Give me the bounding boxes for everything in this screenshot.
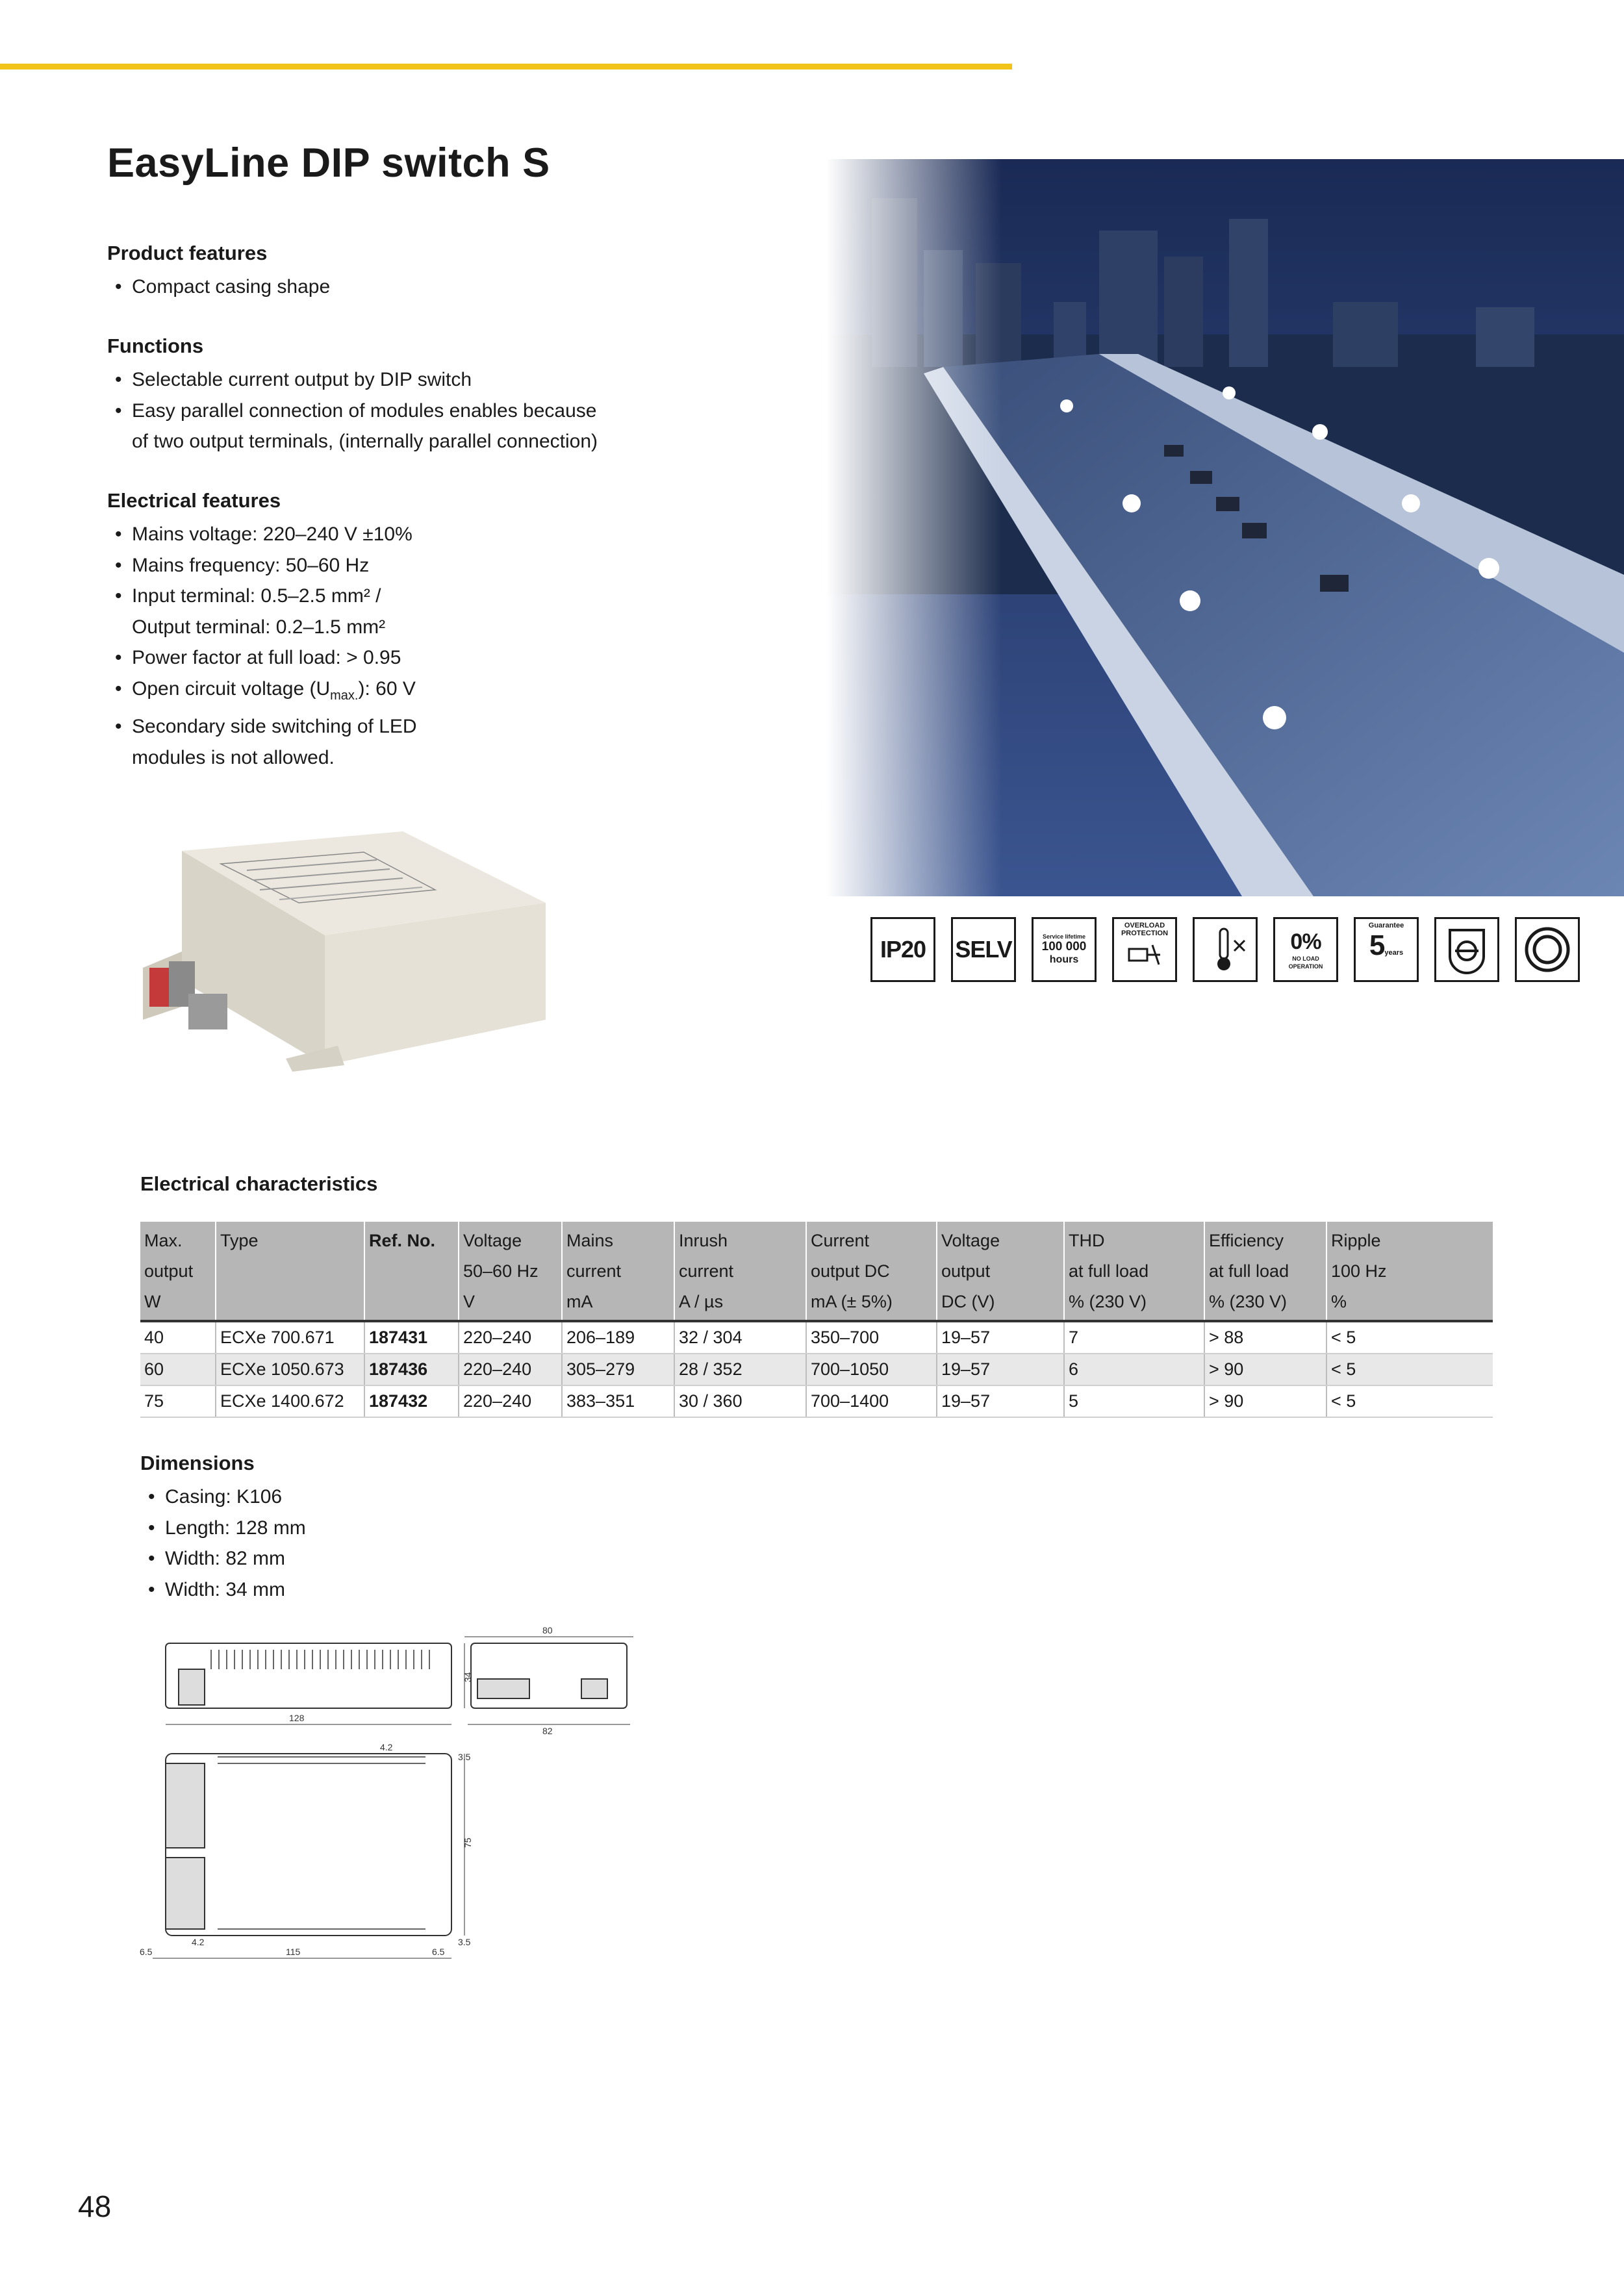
table-cell: 7	[1064, 1321, 1204, 1354]
dimension-label: 75	[463, 1837, 473, 1848]
table-cell: 220–240	[459, 1321, 562, 1354]
table-cell: 19–57	[937, 1354, 1064, 1385]
certification-badges	[870, 917, 1581, 985]
table-cell: > 90	[1204, 1354, 1326, 1385]
ip20-badge: IP20	[870, 917, 935, 982]
product-image	[130, 805, 572, 1072]
header-ref-no: Ref. No.	[364, 1222, 459, 1321]
selv-badge: SELV	[951, 917, 1016, 982]
header-efficiency: Efficiency at full load % (230 V)	[1204, 1222, 1326, 1321]
insulation-icon	[1441, 924, 1493, 976]
list-item: • Width: 34 mm	[140, 1574, 660, 1606]
dimension-label: 115	[286, 1947, 301, 1957]
length-dimension-label: 128	[289, 1713, 305, 1723]
dimension-label: 4.2	[192, 1937, 205, 1947]
side-view	[166, 1643, 464, 1724]
top-view	[153, 1754, 464, 1958]
table-cell: 220–240	[459, 1354, 562, 1385]
list-item: • Casing: K106	[140, 1482, 660, 1513]
functions-heading: Functions	[107, 334, 204, 357]
table-cell: 32 / 304	[674, 1321, 806, 1354]
list-item: • Compact casing shape	[107, 271, 627, 303]
table-cell: 30 / 360	[674, 1385, 806, 1417]
header-voltage: Voltage 50–60 Hz V	[459, 1222, 562, 1321]
table-cell: 305–279	[562, 1354, 674, 1385]
technical-drawing	[140, 1624, 646, 1974]
table-cell: 28 / 352	[674, 1354, 806, 1385]
overload-icon	[1125, 937, 1164, 970]
table-cell: 187436	[364, 1354, 459, 1385]
top-accent-bar	[0, 64, 1012, 69]
insulation-class-badge	[1434, 917, 1499, 982]
header-current-output: Current output DC mA (± 5%)	[806, 1222, 937, 1321]
dimension-label: 6.5	[140, 1947, 153, 1957]
product-features-heading: Product features	[107, 242, 268, 264]
height-dimension-label: 34	[463, 1672, 473, 1682]
list-item: • Input terminal: 0.5–2.5 mm² / Output terminal: 0.2–1.5 mm²	[107, 581, 424, 642]
table-cell: < 5	[1326, 1321, 1493, 1354]
product-features-section	[107, 242, 627, 303]
dimensions-section	[140, 1452, 660, 1605]
header-mains-current: Mains current mA	[562, 1222, 674, 1321]
night-bridge-photo	[826, 159, 1624, 896]
list-item: • Power factor at full load: > 0.95	[107, 642, 523, 674]
table-cell: 700–1400	[806, 1385, 937, 1417]
double-circle-badge	[1515, 917, 1580, 982]
table-cell: ECXe 700.671	[216, 1321, 364, 1354]
thermometer-icon	[1199, 924, 1251, 976]
end-view	[464, 1637, 633, 1724]
page-title: EasyLine DIP switch S	[107, 140, 550, 186]
table-cell: 220–240	[459, 1385, 562, 1417]
table-cell: 6	[1064, 1354, 1204, 1385]
table-header-row	[140, 1222, 1493, 1321]
dimension-label: 3.5	[458, 1752, 471, 1762]
no-load-badge: 0% NO LOAD OPERATION	[1273, 917, 1338, 982]
list-item: • Mains frequency: 50–60 Hz	[107, 550, 523, 581]
dimension-label: 3.5	[458, 1937, 471, 1947]
double-circle-icon	[1521, 924, 1573, 976]
functions-section	[107, 334, 627, 457]
table-cell: > 90	[1204, 1385, 1326, 1417]
table-cell: 5	[1064, 1385, 1204, 1417]
table-cell: 187432	[364, 1385, 459, 1417]
header-thd: THD at full load % (230 V)	[1064, 1222, 1204, 1321]
table-cell: 383–351	[562, 1385, 674, 1417]
list-item: • Width: 82 mm	[140, 1543, 660, 1574]
dimension-label: 4.2	[380, 1742, 393, 1752]
table-row	[140, 1354, 1493, 1385]
table-cell: < 5	[1326, 1354, 1493, 1385]
guarantee-badge: Guarantee 5years	[1354, 917, 1419, 982]
header-type: Type	[216, 1222, 364, 1321]
table-cell: > 88	[1204, 1321, 1326, 1354]
list-item: • Open circuit voltage $(U_{max.})$: 60 V	[107, 674, 523, 712]
table-row	[140, 1385, 1493, 1417]
table-cell: 350–700	[806, 1321, 937, 1354]
dimension-label: 6.5	[432, 1947, 445, 1957]
table-title: Electrical characteristics	[140, 1172, 378, 1195]
electrical-characteristics-table	[140, 1222, 1493, 1418]
header-voltage-output: Voltage output DC (V)	[937, 1222, 1064, 1321]
table-cell: 60	[140, 1354, 216, 1385]
page-number: 48	[78, 2189, 112, 2223]
table-cell: 19–57	[937, 1385, 1064, 1417]
table-cell: ECXe 1400.672	[216, 1385, 364, 1417]
top-width-label: 80	[542, 1625, 553, 1635]
dimensions-heading: Dimensions	[140, 1452, 255, 1474]
table-cell: < 5	[1326, 1385, 1493, 1417]
overload-protection-badge: OVERLOAD PROTECTION	[1112, 917, 1177, 982]
header-ripple: Ripple 100 Hz %	[1326, 1222, 1493, 1321]
header-inrush-current: Inrush current A / µs	[674, 1222, 806, 1321]
list-item: • Mains voltage: 220–240 V ±10%	[107, 519, 523, 550]
electrical-features-heading: Electrical features	[107, 489, 281, 512]
table-cell: 700–1050	[806, 1354, 937, 1385]
temperature-badge	[1193, 917, 1258, 982]
table-cell: 75	[140, 1385, 216, 1417]
table-row	[140, 1321, 1493, 1354]
lifetime-badge: Service lifetime 100 000 hours	[1032, 917, 1097, 982]
header-max-output: Max. output W	[140, 1222, 216, 1321]
list-item: • Selectable current output by DIP switch	[107, 364, 614, 396]
table-cell: 187431	[364, 1321, 459, 1354]
list-item: • Easy parallel connection of modules enables because of two output terminals, (internally parallel connection)	[107, 396, 614, 457]
table-cell: 206–189	[562, 1321, 674, 1354]
table-cell: 40	[140, 1321, 216, 1354]
bottom-width-label: 82	[542, 1726, 553, 1736]
table-cell: ECXe 1050.673	[216, 1354, 364, 1385]
umax-subscript: max.	[330, 688, 359, 703]
electrical-features-section	[107, 489, 523, 773]
list-item: • Length: 128 mm	[140, 1513, 660, 1544]
table-cell: 19–57	[937, 1321, 1064, 1354]
list-item: • Secondary side switching of LED modules is not allowed.	[107, 711, 496, 773]
